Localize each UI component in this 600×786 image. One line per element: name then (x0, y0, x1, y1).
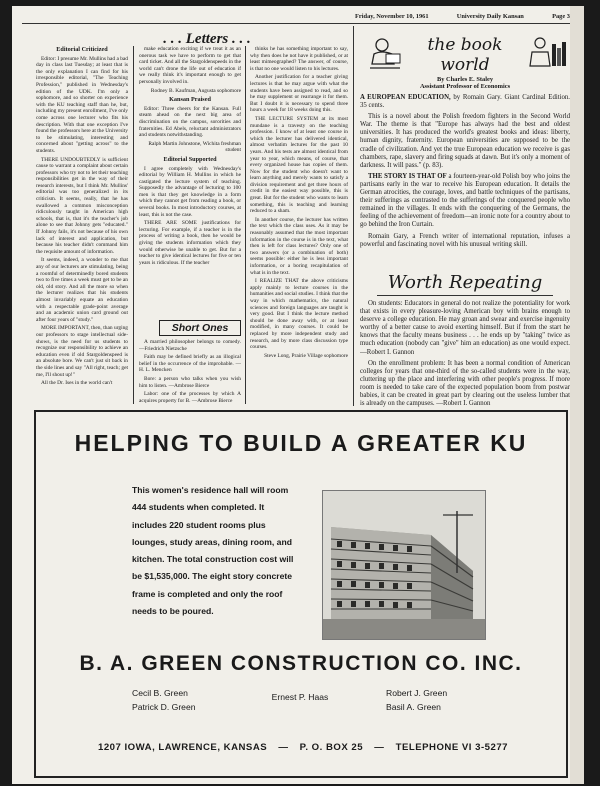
book-review (360, 94, 570, 264)
letter-paragraph: Another justification for a teacher giving lectures is that he may argue with what the students have been assigned to read, and so he may supplement or rearrange it for them. But I doubt it is necessary to spend three hours a week for 18 weeks doing this. (250, 74, 348, 114)
quote-paragraph: On the enrollment problem: It has been a normal condition of American colleges for years that one-third of the so-called students were in the way, cluttering up the place and interfering with other people's progress. If more room is needed to take care of the expected population boom from postwar babies, it can be created in great part by clearing out the useless lumber that is already on the campuses. —Robert I. Gannon (360, 359, 570, 408)
letter-heading: Kansan Praised (169, 96, 211, 104)
person-name: Cecil B. Green (132, 688, 188, 698)
short-ones-list (139, 339, 241, 405)
letters-column-3 (250, 46, 348, 404)
letter-paragraph: Editor: I presume Mr. Mullins had a bad day in class last Tuesday; at least that is the only explanation I can find for his irresponsible editorial, "The Teaching Profession," published in Wednesday's edition of the UDK. I'm only a sophomore, and so shorter on experience with the KU teaching staff than he, but, including my present enrollment, I've only come across one lecturer who fits his description. With that one exception I've found the professors here at the University to be stimulating, interesting and concerned about "getting across" to the students. (36, 55, 128, 154)
letter-heading: Editorial Supported (163, 155, 217, 163)
letter-paragraph: THE LECTURE SYSTEM at its most mundane is a travesty on the teaching profession. I know of at least one course in which the lecturer has delivered identical, almost verbatim lectures for the past 10 years. And his tests are almost identical from year to year, which means, of course, that every organized house has copies of them. Now for the student who doesn't want to learn anything and merely wants to satisfy a division requirement and get three hours of credit in the easiest way possible, this is great. But for the student who wants to learn something, this is teaching and learning reduced to a sham. (250, 115, 348, 215)
worth-repeating-body (360, 300, 570, 408)
ad-body: This women's residence hall will room 444 students when completed. It includes 220 student rooms plus lounges, study areas, dining room, and kitchen. The total construction cost will be $1,535,000. The eight story concrete frame is completed and only the roof needs to be poured. (132, 485, 294, 617)
ad-company-name: B. A. GREEN CONSTRUCTION CO. INC. (79, 652, 523, 675)
letter-signature: Ralph Martin Johnstone, Wichita freshman student (148, 140, 241, 154)
person-name: Robert J. Green (386, 688, 448, 698)
letter-paragraph: In another course, the lecturer has written the text which the class uses. As it may be reasonably assumed that the most important information in the course is in the text, what then is left for class lectures? Only one of two answers (or a combination of both) seems possible: either he is less important information, or a boring recapitulation of what is in the text. (250, 216, 348, 276)
review-paragraph: Romain Gary, a French writer of international reputation, infuses a powerful and fascinating novel with his unusual writing skill. (360, 232, 570, 248)
letter-paragraph: All the Dr. Ises in the world can't (41, 380, 113, 387)
building-under-construction-image (323, 491, 485, 639)
short-ones-title: Short Ones (159, 320, 241, 336)
ad-street-address: 1207 IOWA, LAWRENCE, KANSAS (98, 742, 268, 753)
letter-paragraph: THERE ARE SOME justifications for lecturing. For example, if a teacher is in the process of writing a book, then he would be giving the students information which they would otherwise be unable to get. But for a teacher to give identical lectures for five or ten years is ridiculous. If the teacher (139, 220, 241, 266)
letters-title: . . . Letters . . . (163, 31, 251, 47)
ad-po-box: P. O. BOX 25 (299, 742, 364, 753)
masthead-date: Friday, November 10, 1961 (355, 13, 429, 20)
review-paragraph: This is a novel about the Polish freedom fighters in the Second World War. The theme is that "Europe has always had the best and oldest universities. It has produced the world's greatest books and ideas: liberty, human dignity, fraternity. European universities are supposed to be the cradle of civilization. And yet the true European education we receive is gas chambers, rape, slavery and firing squads at dawn. But it's only a moment of darkness. It will pass." (p. 83). (360, 113, 570, 169)
book-world-byline (360, 76, 570, 90)
letter-paragraph: MORE IMPORTANT, then, than urging our professors to stage intellectual side-shows, is the need for us students to recognize our responsibility to achieve an education even if old Stargoldenspeed is an absolute bore. We can't just sit back in the side lines and say "All right, teach; get me, I'll shout up!" (36, 325, 128, 378)
letter-signature: Rodney B. Kaufman, Augusta sophomore (150, 87, 241, 94)
building-photo (322, 490, 486, 640)
letter-paragraph: thinks he has something important to say, why then does he not have it published, or at least mimeographed? The answer, of course, is that no one would listen to his lectures. (250, 46, 348, 72)
letters-column-1 (36, 46, 128, 404)
letter-paragraph: I agree completely with Wednesday's editorial by William H. Mullins in which he castigated the lecture system of teaching. Supposedly the advantage of lecturing to 100 men is that they get knowledge in a form which they cannot get from reading a book, or several books. In most introductory courses, at least, this is not the case. (139, 165, 241, 218)
review-heading: A EUROPEAN EDUCATION, (360, 94, 451, 101)
construction-ad (34, 410, 568, 778)
quote-paragraph: On students: Educators in general do not realize the potentiality for work that exists in every pleasure-loving American boy with brains enough to deserve a college education. He may groan and swear and exercise ingenuity worthy of a better cause to avoid exerting himself. But if from the start he knows that the faculty means business . . . he ends up by "taking" twice as much education (nobody can "give" him an education) as one would expect. —Robert I. Gannon (360, 300, 570, 356)
worth-repeating-header (360, 268, 570, 296)
masthead-paper: University Daily Kansan (456, 13, 524, 20)
letter-paragraph: I REALIZE THAT the above criticisms apply mainly to lecture courses in the humanities and social studies. I think that the way in which mathematics, the natural sciences and foreign languages are taught is very good. But I think the lecture method should be done away with, or at least modified, in many courses. It could be replaced by more independent study and research, and by more class discussion type courses. (250, 278, 348, 351)
byline-role: Assistant Professor of Economics (419, 83, 511, 90)
letters-column-2 (139, 46, 241, 266)
book-world-cartoon-right (526, 34, 568, 74)
quote-item: Faith may be defined briefly as an illogical belief in the occurrence of the improbable. —H. L. Mencken (139, 354, 241, 374)
review-paragraph: a fourteen-year-old Polish boy who joins the partisans early in the war to receive his European education. It details the German atrocities, the courage, loves, and battle techniques of the partisans, their sufferings as contrasted to the sufferings of the conquered people who remained in the villages. It ends with the conquering of the Germans, the feeling of the achievement of freedom—an ironic note for a country about to go behind the Iron Curtain. (360, 172, 570, 229)
byline-name: By Charles E. Staley (436, 76, 494, 83)
ad-contact-line: 1207 IOWA, LAWRENCE, KANSAS — P. O. BOX 25 — TELEPHONE VI 3-5277 (98, 742, 508, 753)
letter-paragraph: It seems, indeed, a wonder to me that any of our lecturers are stimulating, being a roomful of determinedly bored students two to five times a week must get to be an old, old story. And all the more so when the lecturer realizes that his students almost invariably equate an education with a respectable grade-point average and an academic union card ground out after four years of "study." (36, 257, 128, 323)
worth-repeating-title: Worth Repeating (387, 271, 543, 293)
letter-paragraph: THERE UNDOUBTEDLY is sufficient cause to warrant a complaint about certain professors who try not to let their teaching responsibilities get in the way of their research interests, but I think Mr. Mullins' editorial was too generalized in its criticism. It seems, really, that he has swallowed a common misconception ridiculously taught in American high schools, that is, that it's the teacher's job alone to see that Johnny gets "educated." If Johnny fails, it's not because of his own lack of interest and application, but because his teacher didn't command him the requisite amount of information. (36, 156, 128, 255)
quote-item: A married philosopher belongs to comedy. —Friedrich Nietzsche (139, 339, 241, 352)
bookshelf-figure-icon (526, 34, 568, 74)
masthead (355, 13, 570, 20)
quote-item: Bore: a person who talks when you wish him to listen. —Ambrose Bierce (139, 375, 241, 389)
ad-telephone: TELEPHONE VI 3-5277 (395, 742, 508, 753)
reading-figure-icon (366, 34, 406, 74)
quote-item: Labor: one of the processes by which A acquires property for B. —Ambrose Bierce (139, 391, 241, 404)
review-meta: by Romain Gary. Giant Cardinal Edition. 35 cents. (360, 94, 570, 110)
book-world-title: the book world (427, 35, 503, 75)
letter-paragraph: Editor: Three cheers for the Kansan. Full steam ahead on the next big area of discrimination on the campus, sororities and fraternities. Ed Abels, reluctant administrators and students notwithstanding. (139, 105, 241, 139)
person-name: Patrick D. Green (132, 702, 196, 712)
ad-people-left (132, 686, 212, 714)
person-name: Basil A. Green (386, 702, 441, 712)
letter-paragraph: make education exciting if we treat it as an onerous task we have to perform to get that card ticket. And all the Stargoldenspeeds in the world can't drone the life out of education if we really think it's important enough to get personally involved in. (139, 46, 241, 85)
review-subheading: THE STORY IS THAT OF (368, 172, 447, 180)
ad-people-right (386, 686, 476, 714)
ad-headline: HELPING TO BUILD A GREATER KU (74, 430, 528, 456)
letter-heading: Editorial Criticized (56, 46, 108, 53)
book-world-cartoon-left (366, 34, 406, 74)
ad-people-center: Ernest P. Haas (271, 692, 329, 702)
letter-signature: Steve Long, Prairie Village sophomore (264, 352, 348, 359)
masthead-page: Page 3 (552, 13, 570, 20)
newspaper-page (12, 6, 584, 784)
